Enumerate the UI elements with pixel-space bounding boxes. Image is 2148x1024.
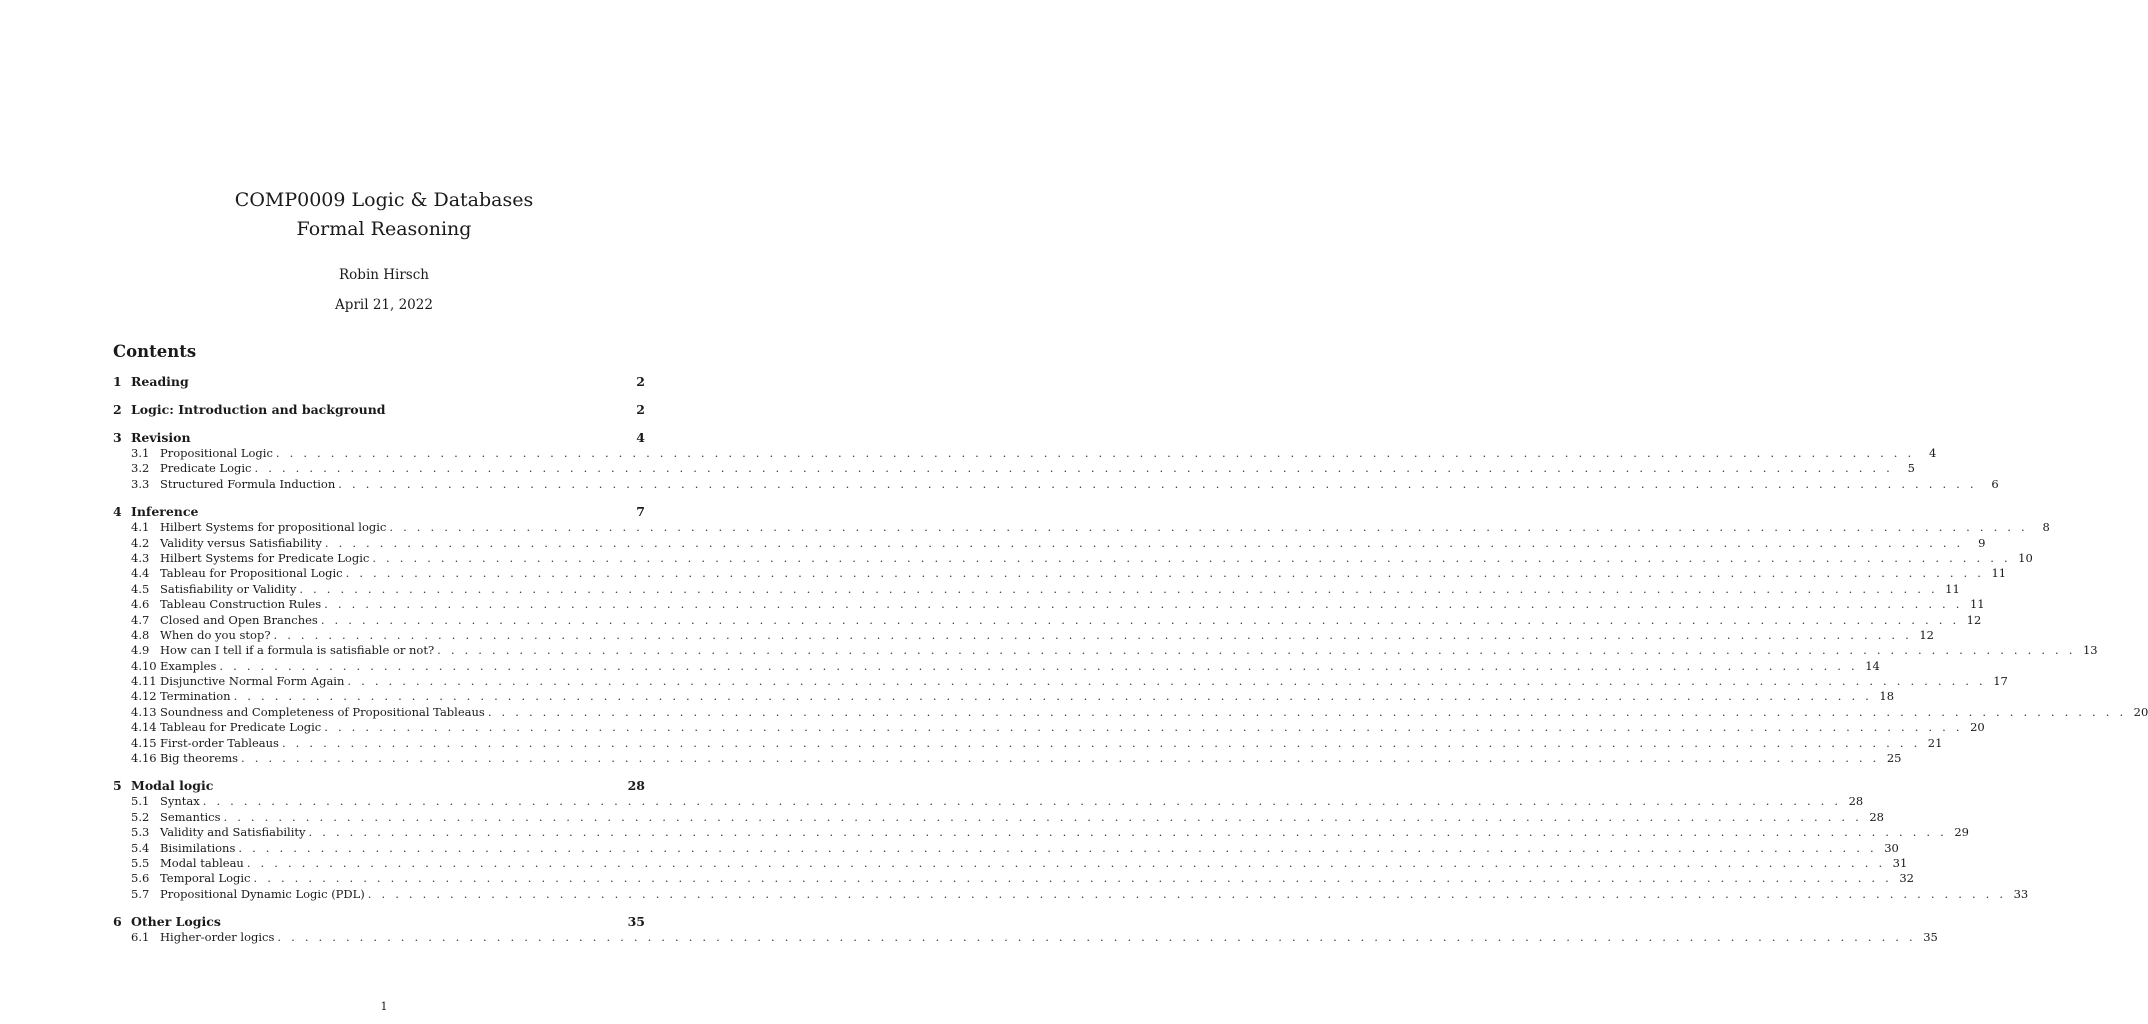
toc-subsection-entry[interactable]	[113, 658, 1880, 674]
dot-leader: . . . . . . . . . . . . . . . . . . . . . . . . . . . . . . . . . . . . . . . . . . . . . . . . . . . . . . . . . . . . . . . . . . . . . . . . . . . . . . . . . . . . . . . . . . . . . . . . . . . . . . . . . . . . . . . . . . . . . . . .	[254, 461, 1893, 476]
toc-subsection-page: 30	[1884, 840, 1899, 855]
toc-subsection-number: 3.2	[131, 461, 150, 476]
toc-subsection-number: 4.13	[131, 704, 157, 719]
toc-subsection-page: 20	[1970, 720, 1985, 735]
toc-section-entry[interactable]	[113, 778, 645, 794]
toc-subsection-title: Propositional Dynamic Logic (PDL)	[160, 886, 365, 901]
toc-subsection-page: 31	[1892, 855, 1908, 870]
toc-subsection-number: 4.15	[131, 735, 157, 750]
dot-leader: . . . . . . . . . . . . . . . . . . . . . . . . . . . . . . . . . . . . . . . . . . . . . . . . . . . . . . . . . . . . . . . . . . . . . . . . . . . . . . . . . . . . . . . . . . . . . . . . . . . . . . . . . . . . . . . . . . . . . . . .	[241, 751, 1880, 766]
document-subtitle: Formal Reasoning	[296, 218, 472, 240]
toc-subsection-page: 20	[2133, 704, 2148, 719]
toc-subsection-page: 32	[1899, 871, 1914, 886]
toc-subsection-entry[interactable]	[113, 704, 2148, 720]
page-number: 1	[380, 1000, 388, 1013]
toc-subsection-entry[interactable]	[113, 550, 2033, 566]
toc-subsection-page: 8	[2042, 520, 2050, 535]
dot-leader: . . . . . . . . . . . . . . . . . . . . . . . . . . . . . . . . . . . . . . . . . . . . . . . . . . . . . . . . . . . . . . . . . . . . . . . . . . . . . . . . . . . . . . . . . . . . . . . . . . . . . . . . . . . . . . . . . . . . . . . .	[253, 871, 1892, 886]
title-block	[0, 186, 768, 314]
toc-subsection-number: 4.14	[131, 720, 157, 735]
dot-leader: . . . . . . . . . . . . . . . . . . . . . . . . . . . . . . . . . . . . . . . . . . . . . . . . . . . . . . . . . . . . . . . . . . . . . . . . . . . . . . . . . . . . . . . . . . . . . . . . . . . . . . . . . . . . . . . . . . . . . . . .	[437, 643, 2076, 658]
toc-subsection-entry[interactable]	[113, 794, 1864, 809]
dot-leader: . . . . . . . . . . . . . . . . . . . . . . . . . . . . . . . . . . . . . . . . . . . . . . . . . . . . . . . . . . . . . . . . . . . . . . . . . . . . . . . . . . . . . . . . . . . . . . . . . . . . . . . . . . . . . . . . . . . . . . . .	[389, 520, 2028, 535]
toc-subsection-number: 4.16	[131, 751, 157, 766]
toc-subsection-title: Tableau for Propositional Logic	[160, 566, 343, 581]
toc-section-number: 5	[113, 778, 122, 794]
toc-section-title: Logic: Introduction and background	[131, 402, 386, 417]
toc-section-page: 2	[636, 402, 645, 417]
dot-leader: . . . . . . . . . . . . . . . . . . . . . . . . . . . . . . . . . . . . . . . . . . . . . . . . . . . . . . . . . . . . . . . . . . . . . . . . . . . . . . . . . . . . . . . . . . . . . . . . . . . . . . . . . . . . . . . . . . . . . . . .	[372, 550, 2011, 565]
toc-section-page: 35	[627, 914, 645, 930]
toc-section	[113, 778, 2029, 902]
toc-subsection-entry[interactable]	[113, 566, 2007, 581]
toc-subsection-title: Closed and Open Branches	[160, 612, 318, 627]
toc-subsection-page: 13	[2082, 643, 2098, 658]
toc-subsection-title: Big theorems	[160, 751, 239, 766]
toc-subsection-page: 25	[1886, 751, 1902, 766]
toc-subsection-number: 4.11	[131, 674, 157, 689]
toc-subsection-number: 4.12	[131, 689, 157, 704]
toc-section-title: Inference	[131, 504, 199, 520]
toc-subsection-entry[interactable]	[113, 627, 1934, 643]
toc-subsection-entry[interactable]	[113, 446, 1937, 461]
toc-subsection-title: Hilbert Systems for propositional logic	[160, 520, 387, 535]
toc-subsection-entry[interactable]	[113, 612, 1982, 628]
toc-section-page: 4	[636, 430, 645, 445]
dot-leader: . . . . . . . . . . . . . . . . . . . . . . . . . . . . . . . . . . . . . . . . . . . . . . . . . . . . . . . . . . . . . . . . . . . . . . . . . . . . . . . . . . . . . . . . . . . . . . . . . . . . . . . . . . . . . . . . . . . . . . . .	[320, 612, 1960, 627]
toc-subsection-page: 18	[1879, 689, 1895, 704]
toc-subsection-number: 4.4	[131, 566, 150, 581]
toc-subsection-entry[interactable]	[113, 825, 1969, 840]
toc-subsection-entry[interactable]	[113, 886, 2029, 902]
toc-subsection-title: Validity and Satisfiability	[160, 825, 306, 840]
toc-subsection-title: Examples	[160, 658, 217, 673]
toc-subsection-page: 6	[1991, 476, 1999, 491]
toc-section-page: 28	[627, 778, 645, 794]
toc-subsection-title: First-order Tableaus	[160, 735, 279, 750]
toc-subsection-title: Termination	[160, 689, 231, 704]
toc-subsection-entry[interactable]	[113, 840, 1899, 856]
toc-section-entry[interactable]	[113, 504, 645, 520]
toc-section-number: 6	[113, 914, 122, 930]
toc-subsection-entry[interactable]	[113, 871, 1914, 886]
toc-subsection-entry[interactable]	[113, 735, 1943, 751]
toc-subsection-entry[interactable]	[113, 689, 1895, 704]
toc-subsection-page: 11	[1945, 581, 1960, 596]
toc-subsection-number: 4.5	[131, 581, 150, 596]
toc-subsection-number: 5.2	[131, 809, 150, 824]
toc-section-entry[interactable]	[113, 374, 645, 390]
toc-subsection-entry[interactable]	[113, 461, 1915, 476]
toc-section	[113, 374, 645, 390]
toc-subsection-title: Semantics	[160, 809, 221, 824]
toc-subsection-entry[interactable]	[113, 809, 1884, 825]
dot-leader: . . . . . . . . . . . . . . . . . . . . . . . . . . . . . . . . . . . . . . . . . . . . . . . . . . . . . . . . . . . . . . . . . . . . . . . . . . . . . . . . . . . . . . . . . . . . . . . . . . . . . . . . . . . . . . . . . . . . . . . .	[275, 446, 1915, 460]
toc-subsection-entry[interactable]	[113, 751, 1902, 766]
toc-subsection-number: 4.3	[131, 550, 150, 565]
toc-subsection-number: 3.1	[131, 446, 150, 460]
dot-leader: . . . . . . . . . . . . . . . . . . . . . . . . . . . . . . . . . . . . . . . . . . . . . . . . . . . . . . . . . . . . . . . . . . . . . . . . . . . . . . . . . . . . . . . . . . . . . . . . . . . . . . . . . . . . . . . . . . . . . . . .	[347, 674, 1986, 689]
toc-subsection-entry[interactable]	[113, 643, 2098, 658]
dot-leader: . . . . . . . . . . . . . . . . . . . . . . . . . . . . . . . . . . . . . . . . . . . . . . . . . . . . . . . . . . . . . . . . . . . . . . . . . . . . . . . . . . . . . . . . . . . . . . . . . . . . . . . . . . . . . . . . . . . . . . . .	[345, 566, 1985, 581]
toc-subsection-number: 4.6	[131, 597, 150, 612]
toc-section-entry[interactable]	[113, 914, 645, 930]
toc-subsection-title: Disjunctive Normal Form Again	[160, 674, 345, 689]
toc-subsection-title: How can I tell if a formula is satisfiable or not?	[160, 643, 435, 658]
toc-section-title: Revision	[131, 430, 191, 445]
toc-subsection-page: 28	[1869, 809, 1884, 824]
toc-subsection-title: Syntax	[160, 794, 200, 809]
dot-leader: . . . . . . . . . . . . . . . . . . . . . . . . . . . . . . . . . . . . . . . . . . . . . . . . . . . . . . . . . . . . . . . . . . . . . . . . . . . . . . . . . . . . . . . . . . . . . . . . . . . . . . . . . . . . . . . . . . . . . . . .	[233, 689, 1873, 704]
toc-subsection-page: 29	[1954, 825, 1969, 840]
toc-section	[113, 402, 645, 418]
toc-section-number: 2	[113, 402, 122, 417]
toc-subsection-number: 5.4	[131, 840, 150, 855]
toc-subsection-entry[interactable]	[113, 581, 1960, 597]
toc-section-page: 7	[636, 504, 645, 520]
toc-subsection-number: 4.1	[131, 520, 150, 535]
toc-subsection-title: Modal tableau	[160, 855, 244, 870]
toc-section-number: 4	[113, 504, 122, 520]
toc-subsection-number: 4.8	[131, 627, 150, 642]
toc-subsection-number: 4.7	[131, 612, 150, 627]
toc-subsection-number: 5.1	[131, 794, 150, 809]
toc-section-entry[interactable]	[113, 402, 645, 418]
toc-section-title: Other Logics	[131, 914, 221, 930]
toc-subsection-title: When do you stop?	[160, 627, 271, 642]
dot-leader: . . . . . . . . . . . . . . . . . . . . . . . . . . . . . . . . . . . . . . . . . . . . . . . . . . . . . . . . . . . . . . . . . . . . . . . . . . . . . . . . . . . . . . . . . . . . . . . . . . . . . . . . . . . . . . . . . . . . . . . .	[308, 825, 1947, 840]
toc-subsection-title: Temporal Logic	[160, 871, 251, 886]
toc-subsection-title: Satisfiability or Validity	[160, 581, 297, 596]
dot-leader: . . . . . . . . . . . . . . . . . . . . . . . . . . . . . . . . . . . . . . . . . . . . . . . . . . . . . . . . . . . . . . . . . . . . . . . . . . . . . . . . . . . . . . . . . . . . . . . . . . . . . . . . . . . . . . . . . . . . . . . .	[299, 581, 1938, 596]
dot-leader: . . . . . . . . . . . . . . . . . . . . . . . . . . . . . . . . . . . . . . . . . . . . . . . . . . . . . . . . . . . . . . . . . . . . . . . . . . . . . . . . . . . . . . . . . . . . . . . . . . . . . . . . . . . . . . . . . . . . . . . .	[324, 597, 1963, 612]
toc-subsection-number: 5.5	[131, 855, 150, 870]
toc-subsection-entry[interactable]	[113, 855, 1908, 871]
dot-leader: . . . . . . . . . . . . . . . . . . . . . . . . . . . . . . . . . . . . . . . . . . . . . . . . . . . . . . . . . . . . . . . . . . . . . . . . . . . . . . . . . . . . . . . . . . . . . . . . . . . . . . . . . . . . . . . . . . . . . . . .	[324, 720, 1963, 735]
toc-subsection-number: 3.3	[131, 476, 150, 491]
toc-section-page: 2	[636, 374, 645, 389]
toc-section	[113, 914, 1938, 945]
dot-leader: . . . . . . . . . . . . . . . . . . . . . . . . . . . . . . . . . . . . . . . . . . . . . . . . . . . . . . . . . . . . . . . . . . . . . . . . . . . . . . . . . . . . . . . . . . . . . . . . . . . . . . . . . . . . . . . . . . . . . . . .	[202, 794, 1842, 809]
toc-subsection-page: 9	[1978, 535, 1986, 550]
date: April 21, 2022	[335, 297, 433, 313]
toc-subsection-page: 14	[1865, 658, 1880, 673]
toc-subsection-entry[interactable]	[113, 597, 1985, 612]
toc-subsection-number: 5.7	[131, 886, 150, 901]
toc-subsection-page: 12	[1966, 612, 1982, 627]
toc-subsection-page: 21	[1927, 735, 1943, 750]
toc-subsection-page: 17	[1993, 674, 2008, 689]
toc-subsection-number: 5.3	[131, 825, 150, 840]
toc-subsection-page: 11	[1991, 566, 2007, 581]
toc-subsection-title: Tableau Construction Rules	[160, 597, 322, 612]
toc-section-title: Modal logic	[131, 778, 214, 794]
toc-subsection-title: Higher-order logics	[160, 930, 275, 945]
toc-subsection-entry[interactable]	[113, 535, 1986, 551]
toc-section	[113, 430, 1999, 492]
author: Robin Hirsch	[339, 267, 429, 283]
toc-subsection-title: Validity versus Satisfiability	[160, 535, 322, 550]
dot-leader: . . . . . . . . . . . . . . . . . . . . . . . . . . . . . . . . . . . . . . . . . . . . . . . . . . . . . . . . . . . . . . . . . . . . . . . . . . . . . . . . . . . . . . . . . . . . . . . . . . . . . . . . . . . . . . . . . . . . . . . .	[281, 735, 1921, 750]
toc-section-number: 1	[113, 374, 122, 389]
toc-subsection-title: Predicate Logic	[160, 461, 252, 476]
toc-subsection-title: Tableau for Predicate Logic	[160, 720, 322, 735]
dot-leader: . . . . . . . . . . . . . . . . . . . . . . . . . . . . . . . . . . . . . . . . . . . . . . . . . . . . . . . . . . . . . . . . . . . . . . . . . . . . . . . . . . . . . . . . . . . . . . . . . . . . . . . . . . . . . . . . . . . . . . . .	[246, 855, 1886, 870]
toc-subsection-number: 4.9	[131, 643, 150, 658]
toc-subsection-number: 4.2	[131, 535, 150, 550]
toc-section-title: Reading	[131, 374, 189, 389]
toc-section	[113, 504, 2148, 766]
toc-subsection-title: Hilbert Systems for Predicate Logic	[160, 550, 370, 565]
toc-subsection-title: Bisimilations	[160, 840, 236, 855]
dot-leader: . . . . . . . . . . . . . . . . . . . . . . . . . . . . . . . . . . . . . . . . . . . . . . . . . . . . . . . . . . . . . . . . . . . . . . . . . . . . . . . . . . . . . . . . . . . . . . . . . . . . . . . . . . . . . . . . . . . . . . . .	[338, 476, 1977, 491]
toc-subsection-page: 5	[1907, 461, 1915, 476]
toc-subsection-entry[interactable]	[113, 476, 1999, 492]
toc-subsection-page: 33	[2013, 886, 2029, 901]
dot-leader: . . . . . . . . . . . . . . . . . . . . . . . . . . . . . . . . . . . . . . . . . . . . . . . . . . . . . . . . . . . . . . . . . . . . . . . . . . . . . . . . . . . . . . . . . . . . . . . . . . . . . . . . . . . . . . . . . . . . . . . .	[277, 930, 1916, 945]
toc-section-number: 3	[113, 430, 122, 445]
contents-heading: Contents	[113, 342, 197, 361]
dot-leader: . . . . . . . . . . . . . . . . . . . . . . . . . . . . . . . . . . . . . . . . . . . . . . . . . . . . . . . . . . . . . . . . . . . . . . . . . . . . . . . . . . . . . . . . . . . . . . . . . . . . . . . . . . . . . . . . . . . . . . . .	[219, 658, 1858, 673]
dot-leader: . . . . . . . . . . . . . . . . . . . . . . . . . . . . . . . . . . . . . . . . . . . . . . . . . . . . . . . . . . . . . . . . . . . . . . . . . . . . . . . . . . . . . . . . . . . . . . . . . . . . . . . . . . . . . . . . . . . . . . . .	[487, 704, 2127, 719]
dot-leader: . . . . . . . . . . . . . . . . . . . . . . . . . . . . . . . . . . . . . . . . . . . . . . . . . . . . . . . . . . . . . . . . . . . . . . . . . . . . . . . . . . . . . . . . . . . . . . . . . . . . . . . . . . . . . . . . . . . . . . . .	[238, 840, 1877, 855]
dot-leader: . . . . . . . . . . . . . . . . . . . . . . . . . . . . . . . . . . . . . . . . . . . . . . . . . . . . . . . . . . . . . . . . . . . . . . . . . . . . . . . . . . . . . . . . . . . . . . . . . . . . . . . . . . . . . . . . . . . . . . . .	[367, 886, 2007, 901]
toc-subsection-number: 5.6	[131, 871, 150, 886]
toc-subsection-page: 4	[1929, 446, 1937, 460]
toc-subsection-number: 4.10	[131, 658, 157, 673]
toc-subsection-page: 12	[1919, 627, 1934, 642]
dot-leader: . . . . . . . . . . . . . . . . . . . . . . . . . . . . . . . . . . . . . . . . . . . . . . . . . . . . . . . . . . . . . . . . . . . . . . . . . . . . . . . . . . . . . . . . . . . . . . . . . . . . . . . . . . . . . . . . . . . . . . . .	[273, 627, 1912, 642]
dot-leader: . . . . . . . . . . . . . . . . . . . . . . . . . . . . . . . . . . . . . . . . . . . . . . . . . . . . . . . . . . . . . . . . . . . . . . . . . . . . . . . . . . . . . . . . . . . . . . . . . . . . . . . . . . . . . . . . . . . . . . . .	[324, 535, 1964, 550]
toc-subsection-entry[interactable]	[113, 720, 1985, 735]
toc-subsection-page: 10	[2018, 550, 2033, 565]
toc-subsection-title: Soundness and Completeness of Propositional Tableaus	[160, 704, 485, 719]
toc-subsection-title: Propositional Logic	[160, 446, 273, 460]
dot-leader: . . . . . . . . . . . . . . . . . . . . . . . . . . . . . . . . . . . . . . . . . . . . . . . . . . . . . . . . . . . . . . . . . . . . . . . . . . . . . . . . . . . . . . . . . . . . . . . . . . . . . . . . . . . . . . . . . . . . . . . .	[223, 809, 1862, 824]
toc-subsection-page: 28	[1848, 794, 1864, 809]
toc-subsection-entry[interactable]	[113, 674, 2008, 689]
toc-subsection-entry[interactable]	[113, 930, 1938, 945]
toc-subsection-page: 11	[1969, 597, 1985, 612]
table-of-contents	[113, 374, 2148, 958]
toc-subsection-entry[interactable]	[113, 520, 2050, 535]
toc-section-entry[interactable]	[113, 430, 645, 446]
toc-subsection-number: 6.1	[131, 930, 150, 945]
toc-subsection-page: 35	[1923, 930, 1938, 945]
document-title: COMP0009 Logic & Databases	[234, 189, 534, 211]
toc-subsection-title: Structured Formula Induction	[160, 476, 336, 491]
